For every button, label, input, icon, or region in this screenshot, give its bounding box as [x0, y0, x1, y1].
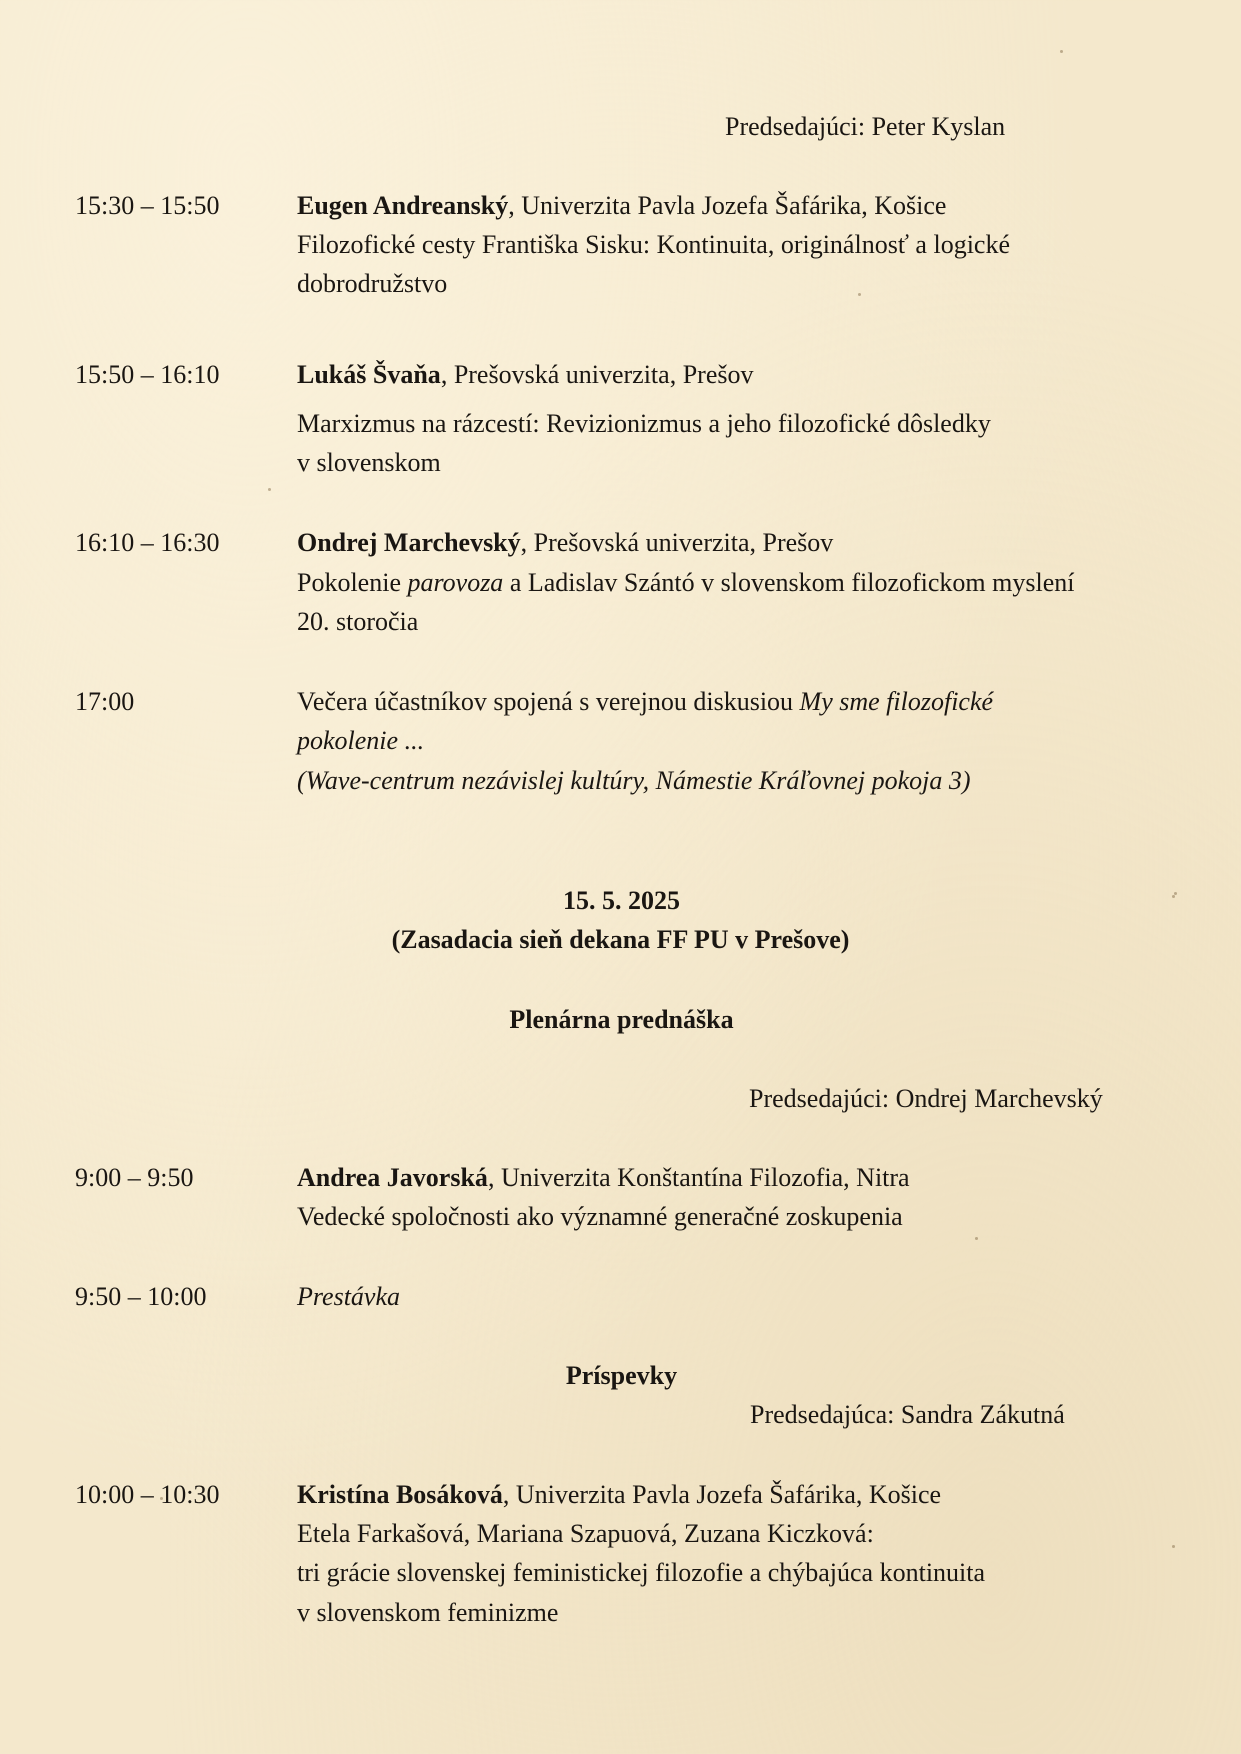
break-label: Prestávka [297, 1282, 400, 1311]
break-time: 9:50 – 10:00 [75, 1282, 207, 1311]
day-venue: (Zasadacia sieň dekana FF PU v Prešove) [391, 925, 850, 954]
talk-title: Pokolenie parovoza a Ladislav Szántó v slovenskom filozofickom myslení [297, 568, 1075, 597]
speaker-affiliation: , Prešovská univerzita, Prešov [440, 360, 754, 389]
talk-time: 15:50 – 16:10 [75, 360, 220, 389]
contributions-chair: Predsedajúca: Sandra Zákutná [750, 1400, 1065, 1429]
contributions-heading: Príspevky [565, 1361, 678, 1390]
paper-speck [1172, 1545, 1175, 1548]
talk-speaker-line [297, 1158, 910, 1197]
speaker-affiliation: , Univerzita Konštantína Filozofia, Nitra [487, 1163, 910, 1192]
speaker-name: Lukáš Švaňa [297, 360, 441, 389]
talk-title: Marxizmus na rázcestí: Revizionizmus a jeho filozofické dôsledky [297, 409, 991, 438]
speaker-name: Kristína Bosáková [297, 1480, 503, 1509]
talk-time: 15:30 – 15:50 [75, 191, 220, 220]
speaker-name: Eugen Andreanský [297, 191, 509, 220]
talk-speaker-line [297, 186, 946, 225]
day-date: 15. 5. 2025 [563, 886, 680, 915]
paper-speck [1060, 50, 1063, 53]
dinner-text: pokolenie ... [297, 726, 425, 755]
dinner-venue: (Wave-centrum nezávislej kultúry, Námestie Kráľovnej pokoja 3) [297, 766, 971, 795]
talk-title: tri grácie slovenskej feministickej filozofie a chýbajúca kontinuita [297, 1558, 986, 1587]
dinner-time: 17:00 [75, 687, 135, 716]
paper-speck [858, 293, 861, 296]
talk-speaker-line [297, 1475, 941, 1514]
talk-title: Filozofické cesty Františka Sisku: Kontinuita, originálnosť a logické [297, 230, 1010, 259]
talk-time: 10:00 – 10:30 [75, 1480, 220, 1509]
speaker-affiliation: , Univerzita Pavla Jozefa Šafárika, Košice [508, 191, 947, 220]
dinner-text: Večera účastníkov spojená s verejnou diskusiou My sme filozofické [297, 687, 994, 716]
talk-title: 20. storočia [297, 607, 419, 636]
speaker-affiliation: , Univerzita Pavla Jozefa Šafárika, Košice [502, 1480, 942, 1509]
paper-speck [268, 488, 271, 491]
speaker-name: Andrea Javorská [297, 1163, 488, 1192]
talk-speaker-line [297, 523, 833, 562]
session-chair: Predsedajúci: Peter Kyslan [725, 112, 1006, 141]
talk-speaker-line [297, 355, 753, 394]
plenary-heading: Plenárna prednáška [509, 1005, 734, 1034]
talk-time: 16:10 – 16:30 [75, 528, 220, 557]
talk-title: v slovenskom [297, 448, 441, 477]
talk-time: 9:00 – 9:50 [75, 1163, 194, 1192]
talk-title: v slovenskom feminizme [297, 1598, 559, 1627]
talk-title: dobrodružstvo [297, 269, 448, 298]
paper-speck [975, 1237, 978, 1240]
talk-title: Vedecké spoločnosti ako významné generačné zoskupenia [297, 1202, 903, 1231]
speaker-affiliation: , Prešovská univerzita, Prešov [520, 528, 834, 557]
plenary-chair: Predsedajúci: Ondrej Marchevský [749, 1084, 1103, 1113]
title-italic: parovoza [407, 568, 504, 597]
speaker-name: Ondrej Marchevský [297, 528, 521, 557]
talk-title: Etela Farkašová, Mariana Szapuová, Zuzana Kiczková: [297, 1519, 874, 1548]
